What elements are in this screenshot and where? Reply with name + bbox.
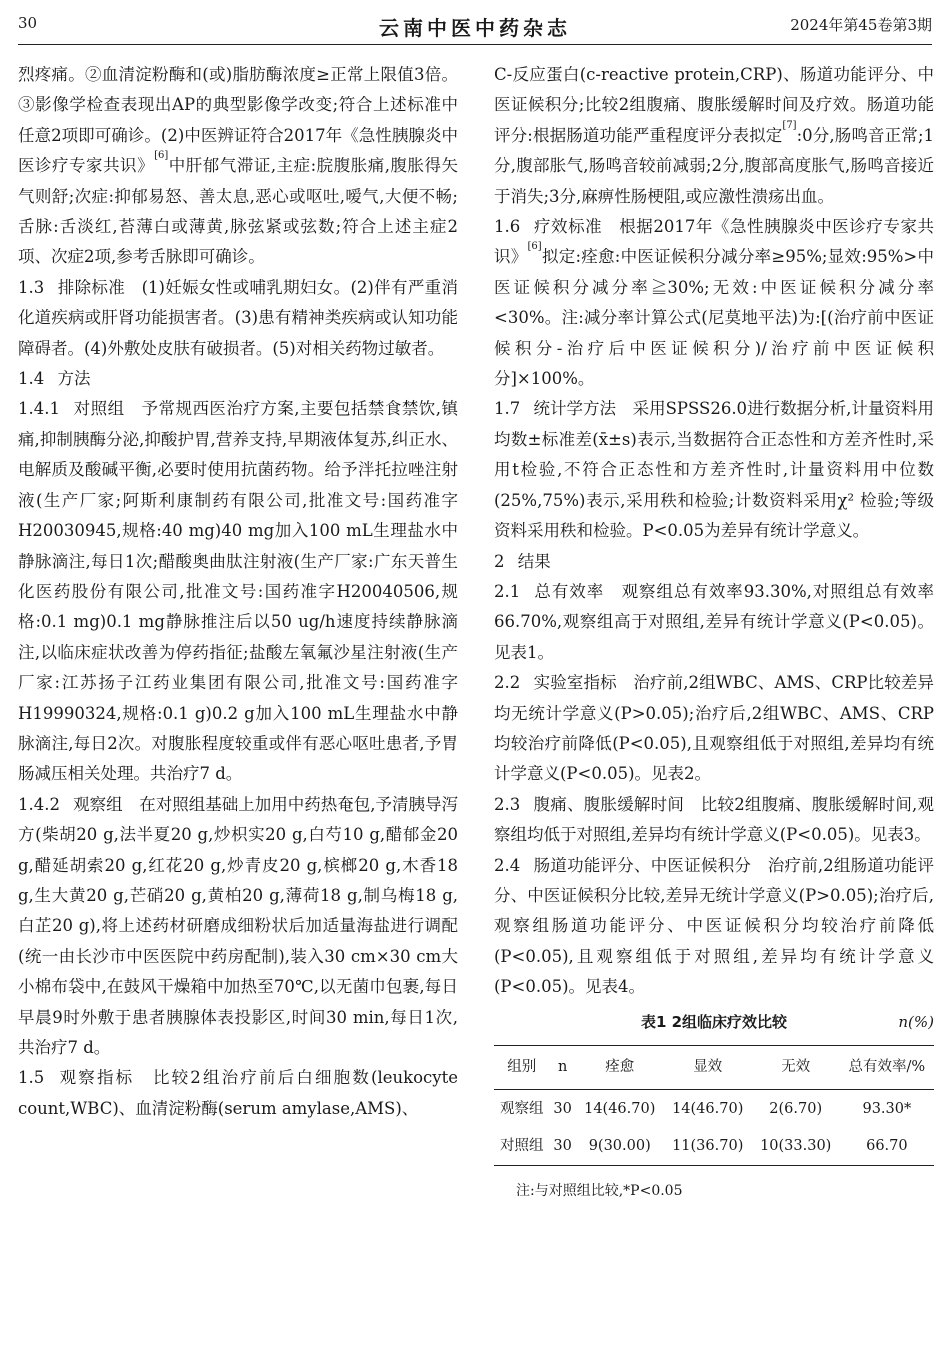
table1-column-header: 显效 (693, 1059, 723, 1076)
table1-cell: 14(46.70) (672, 1100, 744, 1117)
section-heading (494, 217, 602, 236)
right-column-body (494, 60, 934, 1003)
section-heading (494, 673, 617, 692)
table1-cell: 2(6.70) (769, 1100, 823, 1117)
section-title: 观察指标 (57, 1068, 135, 1088)
journal-title: 云南中医中药杂志 (379, 16, 571, 40)
section-spacer (602, 217, 619, 236)
paragraph-text: 治疗前,2组WBC、AMS、CRP比较差异均无统计学意义(P>0.05);治疗后,2组WBC、AMS、CRP均较治疗前降低(P<0.05),且观察组低于对照组,差异均有统计学意义(P<0.05)。见表2。 (494, 673, 934, 784)
section-paragraph (18, 273, 458, 364)
section-heading (494, 552, 551, 571)
section-number: 2 (494, 551, 505, 571)
right-column (494, 60, 934, 1206)
table1-column-header: 总有效率/% (848, 1059, 926, 1076)
section-number: 2.2 (494, 673, 521, 693)
section-heading (494, 795, 684, 814)
section-heading (18, 1068, 134, 1087)
paragraph-text: 比较2组腹痛、腹胀缓解时间,观察组均低于对照组,差异均有统计学意义(P<0.05)。见表3。 (494, 794, 934, 845)
paragraph-text: C-反应蛋白(c-reactive protein,CRP)、肠道功能评分、中医证候积分;比较2组腹痛、腹胀缓解时间及疗效。肠道功能评分:根据肠道功能严重程度评分表拟定 (494, 65, 934, 145)
section-title: 统计学方法 (533, 399, 617, 419)
section-title: 总有效率 (533, 581, 605, 601)
table1-row (494, 1128, 934, 1166)
section-heading (18, 795, 123, 814)
section-paragraph (18, 394, 458, 789)
section-paragraph (494, 547, 934, 577)
section-heading (494, 582, 604, 601)
issue-info: 2024年第45卷第3期 (790, 16, 932, 34)
table1-column-header: 痊愈 (605, 1059, 635, 1076)
section-title: 结果 (517, 551, 551, 571)
table1-cell: 对照组 (500, 1138, 544, 1155)
paragraph-text: 予常规西医治疗方案,主要包括禁食禁饮,镇痛,抑制胰酶分泌,抑酸护胃,营养支持,早期液体复苏,纠正水、电解质及酸碱平衡,必要时使用抗菌药物。给予泮托拉唑注射液(生产厂家;阿斯利康制药有限公司,批准文号:国药准字H20030945,规格:40 mg)40 mg加入100 mL生理盐水中静脉滴注,每日1次;醋酸奥曲肽注射液(生产厂家:广东天普生化医药股份有限公司,批准文号:国药准字H20040506,规格:0.1 mg)0.1 mg静脉推注后以50 ug/h速度持续静脉滴注,以临床症状改善为停药指征;盐酸左氧氟沙星注射液(生产厂家:江苏扬子江药业集团有限公司,批准文号:国药准字H19990324,规格:0.1 g)0.2 g加入100 mL生理盐水中静脉滴注,每日2次。对腹胀程度较重或伴有恶心呕吐患者,予胃肠减压相关处理。共治疗7 d。 (18, 399, 458, 784)
table1-body (494, 1090, 934, 1166)
section-title: 疗效标准 (533, 217, 603, 237)
section-spacer (616, 399, 633, 418)
section-paragraph (18, 1063, 458, 1124)
paragraph-text: (1)妊娠女性或哺乳期妇女。(2)伴有严重消化道疾病或肝肾功能损害者。(3)患有精神类疾病或认知功能障碍者。(4)外敷处皮肤有破损者。(5)对相关药物过敏者。 (18, 277, 459, 358)
paragraph-text: 治疗前,2组肠道功能评分、中医证候积分比较,差异无统计学意义(P>0.05);治疗后,观察组肠道功能评分、中医证候积分均较治疗前降低(P<0.05),且观察组低于对照组,差异均有统计学意义(P<0.05)。见表4。 (494, 855, 935, 997)
table1-unit: n(%) (898, 1012, 934, 1031)
table1 (494, 1045, 934, 1166)
section-heading (494, 399, 616, 418)
table1-header-row (494, 1046, 934, 1090)
paragraph-text-cont: 中肝郁气滞证,主症:脘腹胀痛,腹胀得矢气则舒;次症:抑郁易怒、善太息,恶心或呕吐,嗳气,大便不畅;舌脉:舌淡红,苔薄白或薄黄,脉弦紧或弦数;符合上述主症2项、次症2项,参考舌脉即可确诊。 (18, 156, 459, 267)
section-title: 实验室指标 (533, 673, 617, 693)
paragraph-text: 在对照组基础上加用中药热奄包,予清胰导泻方(柴胡20 g,法半夏20 g,炒枳实20 g,白芍10 g,醋郁金20 g,醋延胡索20 g,红花20 g,炒青皮20 g,槟榔20 g,木香18 g,生大黄20 g,芒硝20 g,黄柏20 g,薄荷18 g,制乌梅18 g,白芷20 g),将上述药材研磨成细粉状后加适量海盐进行调配(统一由长沙市中医医院中药房配制),装入30 cm×30 cm大小棉布袋中,在鼓风干燥箱中加热至70℃,以无菌巾包裹,每日早晨9时外敷于患者胰腺体表投影区,时间30 min,每日1次,共治疗7 d。 (18, 794, 458, 1057)
section-spacer (123, 795, 140, 814)
section-number: 1.4.2 (18, 794, 60, 814)
left-column (18, 60, 458, 1124)
section-paragraph (18, 364, 458, 394)
section-title: 方法 (57, 369, 91, 389)
section-paragraph (494, 790, 934, 851)
section-title: 对照组 (73, 399, 125, 419)
table1-cell: 11(36.70) (672, 1138, 744, 1155)
paragraph-text: 根据2017年《急性胰腺炎中医诊疗专家共识》 (494, 217, 934, 267)
table1-cell: 30 (553, 1100, 572, 1117)
section-number: 1.4 (18, 369, 45, 389)
section-heading (18, 399, 125, 418)
table1-column-header: 组别 (507, 1059, 537, 1076)
table1-cell: 66.70 (866, 1138, 908, 1155)
section-heading (494, 856, 751, 875)
section-spacer (551, 552, 568, 571)
table1-cell: 30 (553, 1138, 572, 1155)
section-number: 2.1 (494, 581, 521, 601)
citation: [7] (782, 119, 797, 131)
table1-row (494, 1090, 934, 1128)
section-spacer (125, 278, 142, 297)
table1-caption: 表1 2组临床疗效比较 (640, 1012, 788, 1031)
section-spacer (125, 399, 142, 418)
paragraph-text-cont: 拟定:痊愈:中医证候积分减分率≥95%;显效:95%>中医证候积分减分率≧30%;无效:中医证候积分减分率<30%。注:减分率计算公式(尼莫地平法)为:[(治疗前中医证候积分-治疗后中医证候积分)/治疗前中医证候积分]×100%。 (494, 247, 935, 389)
section-spacer (751, 856, 768, 875)
section-paragraph (494, 394, 934, 546)
section-spacer (684, 795, 701, 814)
section-number: 1.4.1 (18, 399, 60, 419)
citation: [6] (527, 241, 542, 253)
table1-cell: 9(30.00) (588, 1138, 651, 1155)
paragraph-text: 观察组总有效率93.30%,对照组总有效率66.70%,观察组高于对照组,差异有统计学意义(P<0.05)。见表1。 (494, 581, 934, 662)
paragraph-text: 比较2组治疗前后白细胞数(leukocyte count,WBC)、血清淀粉酶(serum amylase,AMS)、 (18, 1068, 459, 1118)
section-paragraph (494, 851, 934, 1003)
section-spacer (90, 369, 107, 388)
section-heading (18, 369, 90, 388)
section-title: 腹痛、腹胀缓解时间 (533, 794, 685, 814)
section-heading (18, 278, 125, 297)
table1-column-header: 无效 (781, 1059, 811, 1076)
section-number: 2.4 (494, 855, 521, 875)
table1-cell: 10(33.30) (760, 1138, 832, 1155)
section-paragraph (494, 212, 934, 394)
table1-title (494, 1007, 934, 1037)
section-number: 2.3 (494, 794, 521, 814)
table1-column-header: n (557, 1059, 568, 1076)
paragraph-text: 烈疼痛。②血清淀粉酶和(或)脂肪酶浓度≥正常上限值3倍。③影像学检查表现出AP的典型影像学改变;符合上述标准中任意2项即可确诊。(2)中医辨证符合2017年《急性胰腺炎中医诊疗专家共识》 (18, 65, 458, 176)
citation: [6] (154, 150, 169, 162)
page-header (18, 12, 932, 42)
section-number: 1.5 (18, 1068, 45, 1088)
section-paragraph (18, 790, 458, 1064)
section-number: 1.6 (494, 217, 521, 237)
paragraph-text: 采用SPSS26.0进行数据分析,计量资料用均数±标准差(x̄±s)表示,当数据符合正态性和方差齐性时,采用t检验,不符合正态性和方差齐性时,计量资料用中位数(25%,75%)表示,采用秩和检验;计数资料采用χ² 检验;等级资料采用秩和检验。P<0.05为差异有统计学意义。 (494, 399, 934, 541)
table1-cell: 观察组 (500, 1100, 544, 1117)
table1-note: 注:与对照组比较,*P<0.05 (516, 1183, 683, 1199)
section-spacer (134, 1068, 151, 1087)
section-spacer (617, 673, 634, 692)
section-title: 观察组 (73, 794, 123, 814)
section-number: 1.7 (494, 399, 521, 419)
section-spacer (604, 582, 621, 601)
paragraph (18, 60, 458, 273)
page-number: 30 (18, 14, 38, 32)
header-rule (18, 44, 932, 45)
table1-cell: 93.30* (862, 1100, 912, 1117)
section-title: 肠道功能评分、中医证候积分 (533, 855, 752, 875)
section-title: 排除标准 (57, 277, 126, 297)
table1-cell: 14(46.70) (584, 1100, 656, 1117)
section-paragraph (494, 668, 934, 790)
paragraph (494, 60, 934, 212)
section-number: 1.3 (18, 277, 45, 297)
paragraph-text-cont: :0分,肠鸣音正常;1分,腹部胀气,肠鸣音较前减弱;2分,腹部高度胀气,肠鸣音接近于消失;3分,麻痹性肠梗阻,或应激性溃疡出血。 (494, 125, 935, 206)
section-paragraph (494, 577, 934, 668)
